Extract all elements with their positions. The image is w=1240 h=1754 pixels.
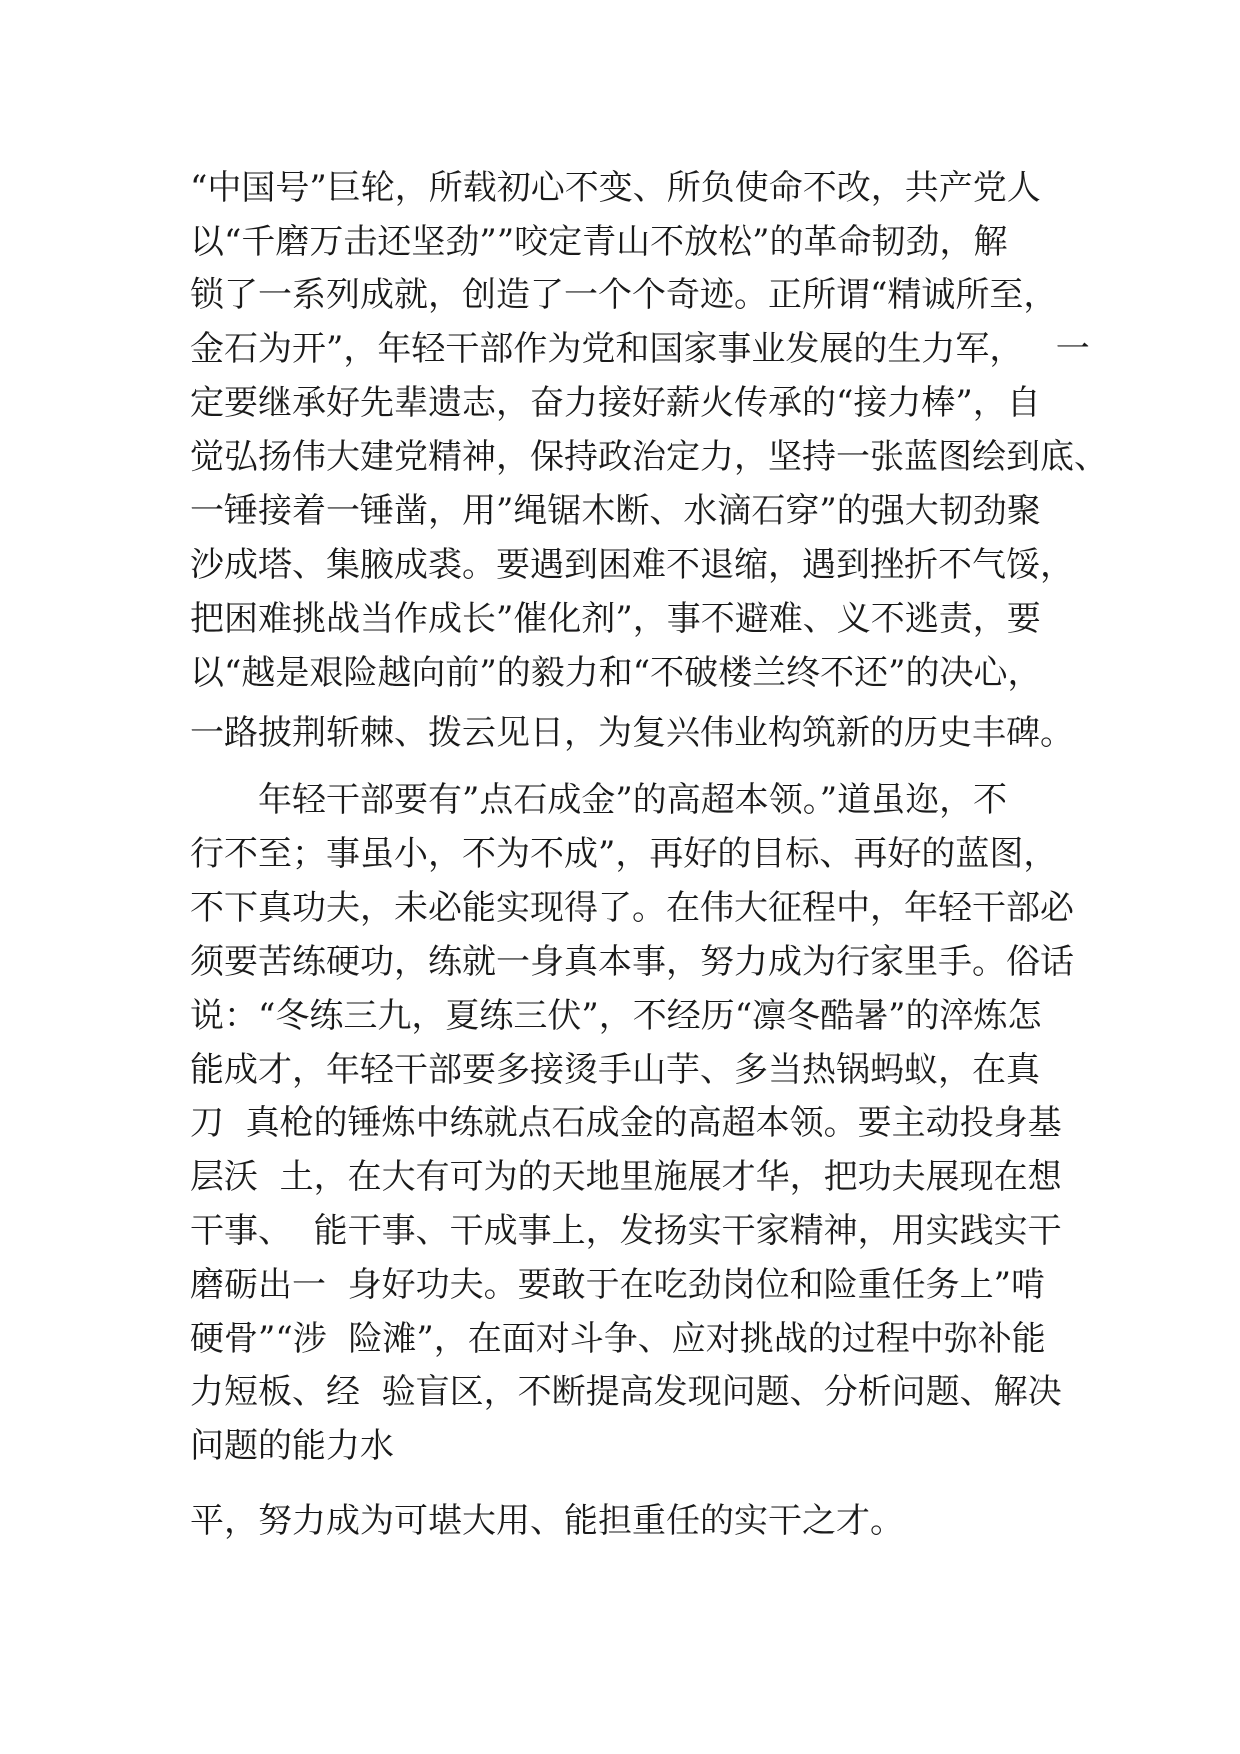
text-line: “中国号”巨轮，所载初心不变、所负使命不改，共产党人 (190, 168, 1041, 208)
text-line: 金石为开”，年轻干部作为党和国家事业发展的生力军， 一 (190, 329, 1090, 369)
text-line: 说：“冬练三九，夏练三伏”，不经历“凛冬酷暑”的淬炼怎 (190, 996, 1042, 1036)
text-line: 力短板、经 验盲区，不断提高发现问题、分析问题、解决 (190, 1372, 1062, 1412)
text-line: 一路披荆斩棘、拨云见日，为复兴伟业构筑新的历史丰碑。 (190, 713, 1074, 753)
text-line: 不下真功夫，未必能实现得了。在伟大征程中，年轻干部必 (190, 888, 1074, 928)
text-line: 行不至；事虽小，不为不成”，再好的目标、再好的蓝图， (190, 834, 1058, 874)
text-line: 磨砺出一 身好功夫。要敢于在吃劲岗位和险重任务上”啃 (190, 1265, 1045, 1305)
text-line: 硬骨”“涉 险滩”，在面对斗争、应对挑战的过程中弥补能 (190, 1319, 1046, 1359)
text-line: 能成才，年轻干部要多接烫手山芋、多当热锅蚂蚁，在真 (190, 1050, 1040, 1090)
text-line: 觉弘扬伟大建党精神，保持政治定力，坚持一张蓝图绘到底、 (190, 437, 1108, 477)
text-line: 平，努力成为可堪大用、能担重任的实干之才。 (190, 1501, 904, 1541)
text-line: 以“越是艰险越向前”的毅力和“不破楼兰终不还”的决心， (190, 653, 1042, 693)
text-line: 定要继承好先辈遗志，奋力接好薪火传承的“接力棒”，自 (190, 383, 1041, 423)
text-line: 以“千磨万击还坚劲””咬定青山不放松”的革命韧劲，解 (190, 222, 1008, 262)
text-line: 沙成塔、集腋成裘。要遇到困难不退缩，遇到挫折不气馁， (190, 545, 1074, 585)
text-line: 把困难挑战当作成长”催化剂”，事不避难、义不逃责，要 (190, 599, 1041, 639)
text-line: 层沃 土，在大有可为的天地里施展才华，把功夫展现在想 (190, 1157, 1062, 1197)
text-line: 干事、 能干事、干成事上，发扬实干家精神，用实践实干 (190, 1211, 1062, 1251)
text-line: 问题的能力水 (190, 1426, 394, 1466)
text-line: 刀 真枪的锤炼中练就点石成金的高超本领。要主动投身基 (190, 1103, 1062, 1143)
text-line: 须要苦练硬功，练就一身真本事，努力成为行家里手。俗话 (190, 942, 1074, 982)
text-line: 锁了一系列成就，创造了一个个奇迹。正所谓“精诚所至， (190, 275, 1058, 315)
text-line: 年轻干部要有”点石成金”的高超本领。”道虽迩，不 (258, 780, 1008, 820)
text-line: 一锤接着一锤凿，用”绳锯木断、水滴石穿”的强大韧劲聚 (190, 491, 1041, 531)
